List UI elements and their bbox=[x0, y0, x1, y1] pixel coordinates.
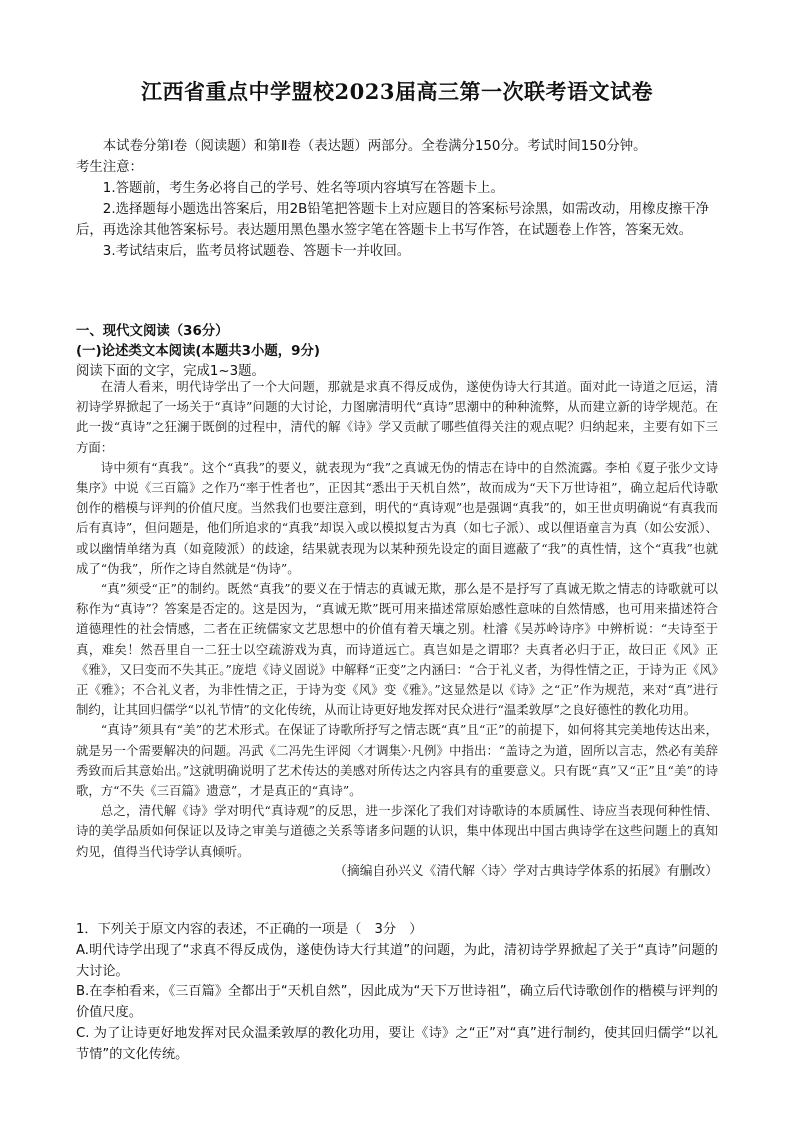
exam-statement: 本试卷分第Ⅰ卷（阅读题）和第Ⅱ卷（表达题）两部分。全卷满分150分。考试时间150分钟。 bbox=[102, 139, 647, 154]
question-stem: 1．下列关于原文内容的表述，不正确的一项是（ 3分 ） bbox=[76, 922, 423, 937]
passage-paragraph: 在清人看来，明代诗学出了一个大问题，那就是求真不得反成伪，遂使伪诗大行其道。面对此一诗道之厄运，清初诗学界掀起了一场关于“真诗”问题的大讨论，力图廓清明代“真诗”思潮中的种种流弊，从而建立新的诗学规范。在此一拨“真诗”之狂澜于既倒的过程中，清代的解《诗》学又贡献了哪些值得关注的观点呢？归纳起来，主要有如下三方面： bbox=[76, 379, 718, 455]
answer-option: B.在李柏看来，《三百篇》全都出于“天机自然”，因此成为“天下万世诗祖”，确立后代诗歌创作的楷模与评判的价值尺度。 bbox=[76, 984, 718, 1021]
passage-paragraph: 总之，清代解《诗》学对明代“真诗观”的反思，进一步深化了我们对诗歌诗的本质属性、诗应当表现何种性情、诗的美学品质如何保证以及诗之审美与道德之关系等诸多问题的认识，集中体现出中国古典诗学在这些问题上的真知灼见，值得当代诗学认真倾听。 bbox=[76, 803, 718, 859]
passage-paragraph: “真”须受“正”的制约。既然“真我”的要义在于情志的真诚无欺，那么是不是抒写了真诚无欺之情志的诗歌就可以称作为“真诗”？答案是否定的。这是因为，“真诚无欺”既可用来描述常原始感性意味的自然情感，也可用来描述符合道德理性的社会情感，二者在正统儒家文艺思想中的价值有着天壤之别。杜濬《吴苏岭诗序》中辨析说：“夫诗至于真，难矣！然吾里自一二狂士以空疏游戏为真，而诗道远亡。真岂如是之谓耶？夫真者必归于正，故曰正《风》正《雅》，又曰变而不失其正。”庞垲《诗义固说》中解释“正变”之内涵曰：“合于礼义者，为得性情之正，于诗为正《风》正《雅》；不合礼义者，为非性情之正，于诗为变《风》变《雅》。”这显然是以《诗》之“正”作为规范，来对“真”进行制约，让其回归儒学“以礼节情”的文化传统，从而让诗更好地发挥对民众进行“温柔敦厚”之良好德性的教化功用。 bbox=[76, 581, 718, 718]
notice-item: 2.选择题每小题选出答案后，用2B铅笔把答题卡上对应题目的答案标号涂黑，如需改动，用橡皮擦干净后，再选涂其他答案标号。表达题用黑色墨水签字笔在答题卡上书写作答，在试题卷上作答，答案无效。 bbox=[76, 202, 710, 238]
question-block bbox=[76, 920, 718, 1066]
section-header bbox=[76, 322, 718, 382]
reading-passage bbox=[76, 377, 718, 882]
passage-source: （摘编自孙兴义《清代解〈诗〉学对古典诗学体系的拓展》有删改） bbox=[334, 863, 718, 879]
passage-paragraph: “真诗”须具有“美”的艺术形式。在保证了诗歌所抒写之情志既“真”且“正”的前提下，如何将其完美地传达出来，就是另一个需要解决的问题。冯武《二冯先生评阅〈才调集〉·凡例》中指出：“盖诗之为道，固所以言志，然必有美辞秀致而后其意始出。”这就明确说明了艺术传达的美感对所传达之内容具有的重要意义。只有既“真”又“正”且“美”的诗歌，方“不失《三百篇》遗意”，才是真正的“真诗”。 bbox=[76, 722, 718, 799]
answer-option: C. 为了让诗更好地发挥对民众温柔敦厚的教化功用，要让《诗》之“正”对“真”进行制约，使其回归儒学“以礼节情”的文化传统。 bbox=[76, 1025, 718, 1062]
passage-paragraph: 诗中须有“真我”。这个“真我”的要义，就表现为“我”之真诚无伪的情志在诗中的自然流露。李柏《夏子张少文诗集序》中说《三百篇》之作乃“率于性者也”，正因其“悉出于天机自然”，故而成为“天下万世诗祖”，确立起后代诗歌创作的楷模与评判的价值尺度。当然我们也要注意到，明代的“真诗观”也是强调“真我”的，如王世贞明确说“有真我而后有真诗”，但问题是，他们所追求的“真我”却误入或以模拟复古为真（如七子派）、或以俚语童言为真（如公安派）、或以幽情单绪为真（如竟陵派）的歧途，结果就表现为以某种预先设定的面目遮蔽了“我”的真性情，这个“真我”也就成了“伪我”，所作之诗自然就是“伪诗”。 bbox=[76, 459, 718, 576]
page-title: 江西省重点中学盟校2023届高三第一次联考语文试卷 bbox=[141, 79, 653, 104]
reading-instruction: 阅读下面的文字，完成1~3题。 bbox=[76, 364, 265, 379]
answer-option: A.明代诗学出现了“求真不得反成伪，遂使伪诗大行其道”的问题，为此，清初诗学界掀起了关于“真诗”问题的大讨论。 bbox=[76, 942, 718, 979]
section-heading: 一、现代文阅读（36分） bbox=[76, 324, 229, 339]
notice-item: 1.答题前，考生务必将自己的学号、姓名等项内容填写在答题卡上。 bbox=[102, 181, 504, 196]
notice-item: 3.考试结束后，监考员将试题卷、答题卡一并收回。 bbox=[102, 244, 411, 259]
exam-instructions bbox=[76, 136, 718, 262]
notice-heading: 考生注意： bbox=[76, 160, 143, 175]
section-subheading: (一)论述类文本阅读(本题共3小题，9分) bbox=[76, 344, 320, 359]
